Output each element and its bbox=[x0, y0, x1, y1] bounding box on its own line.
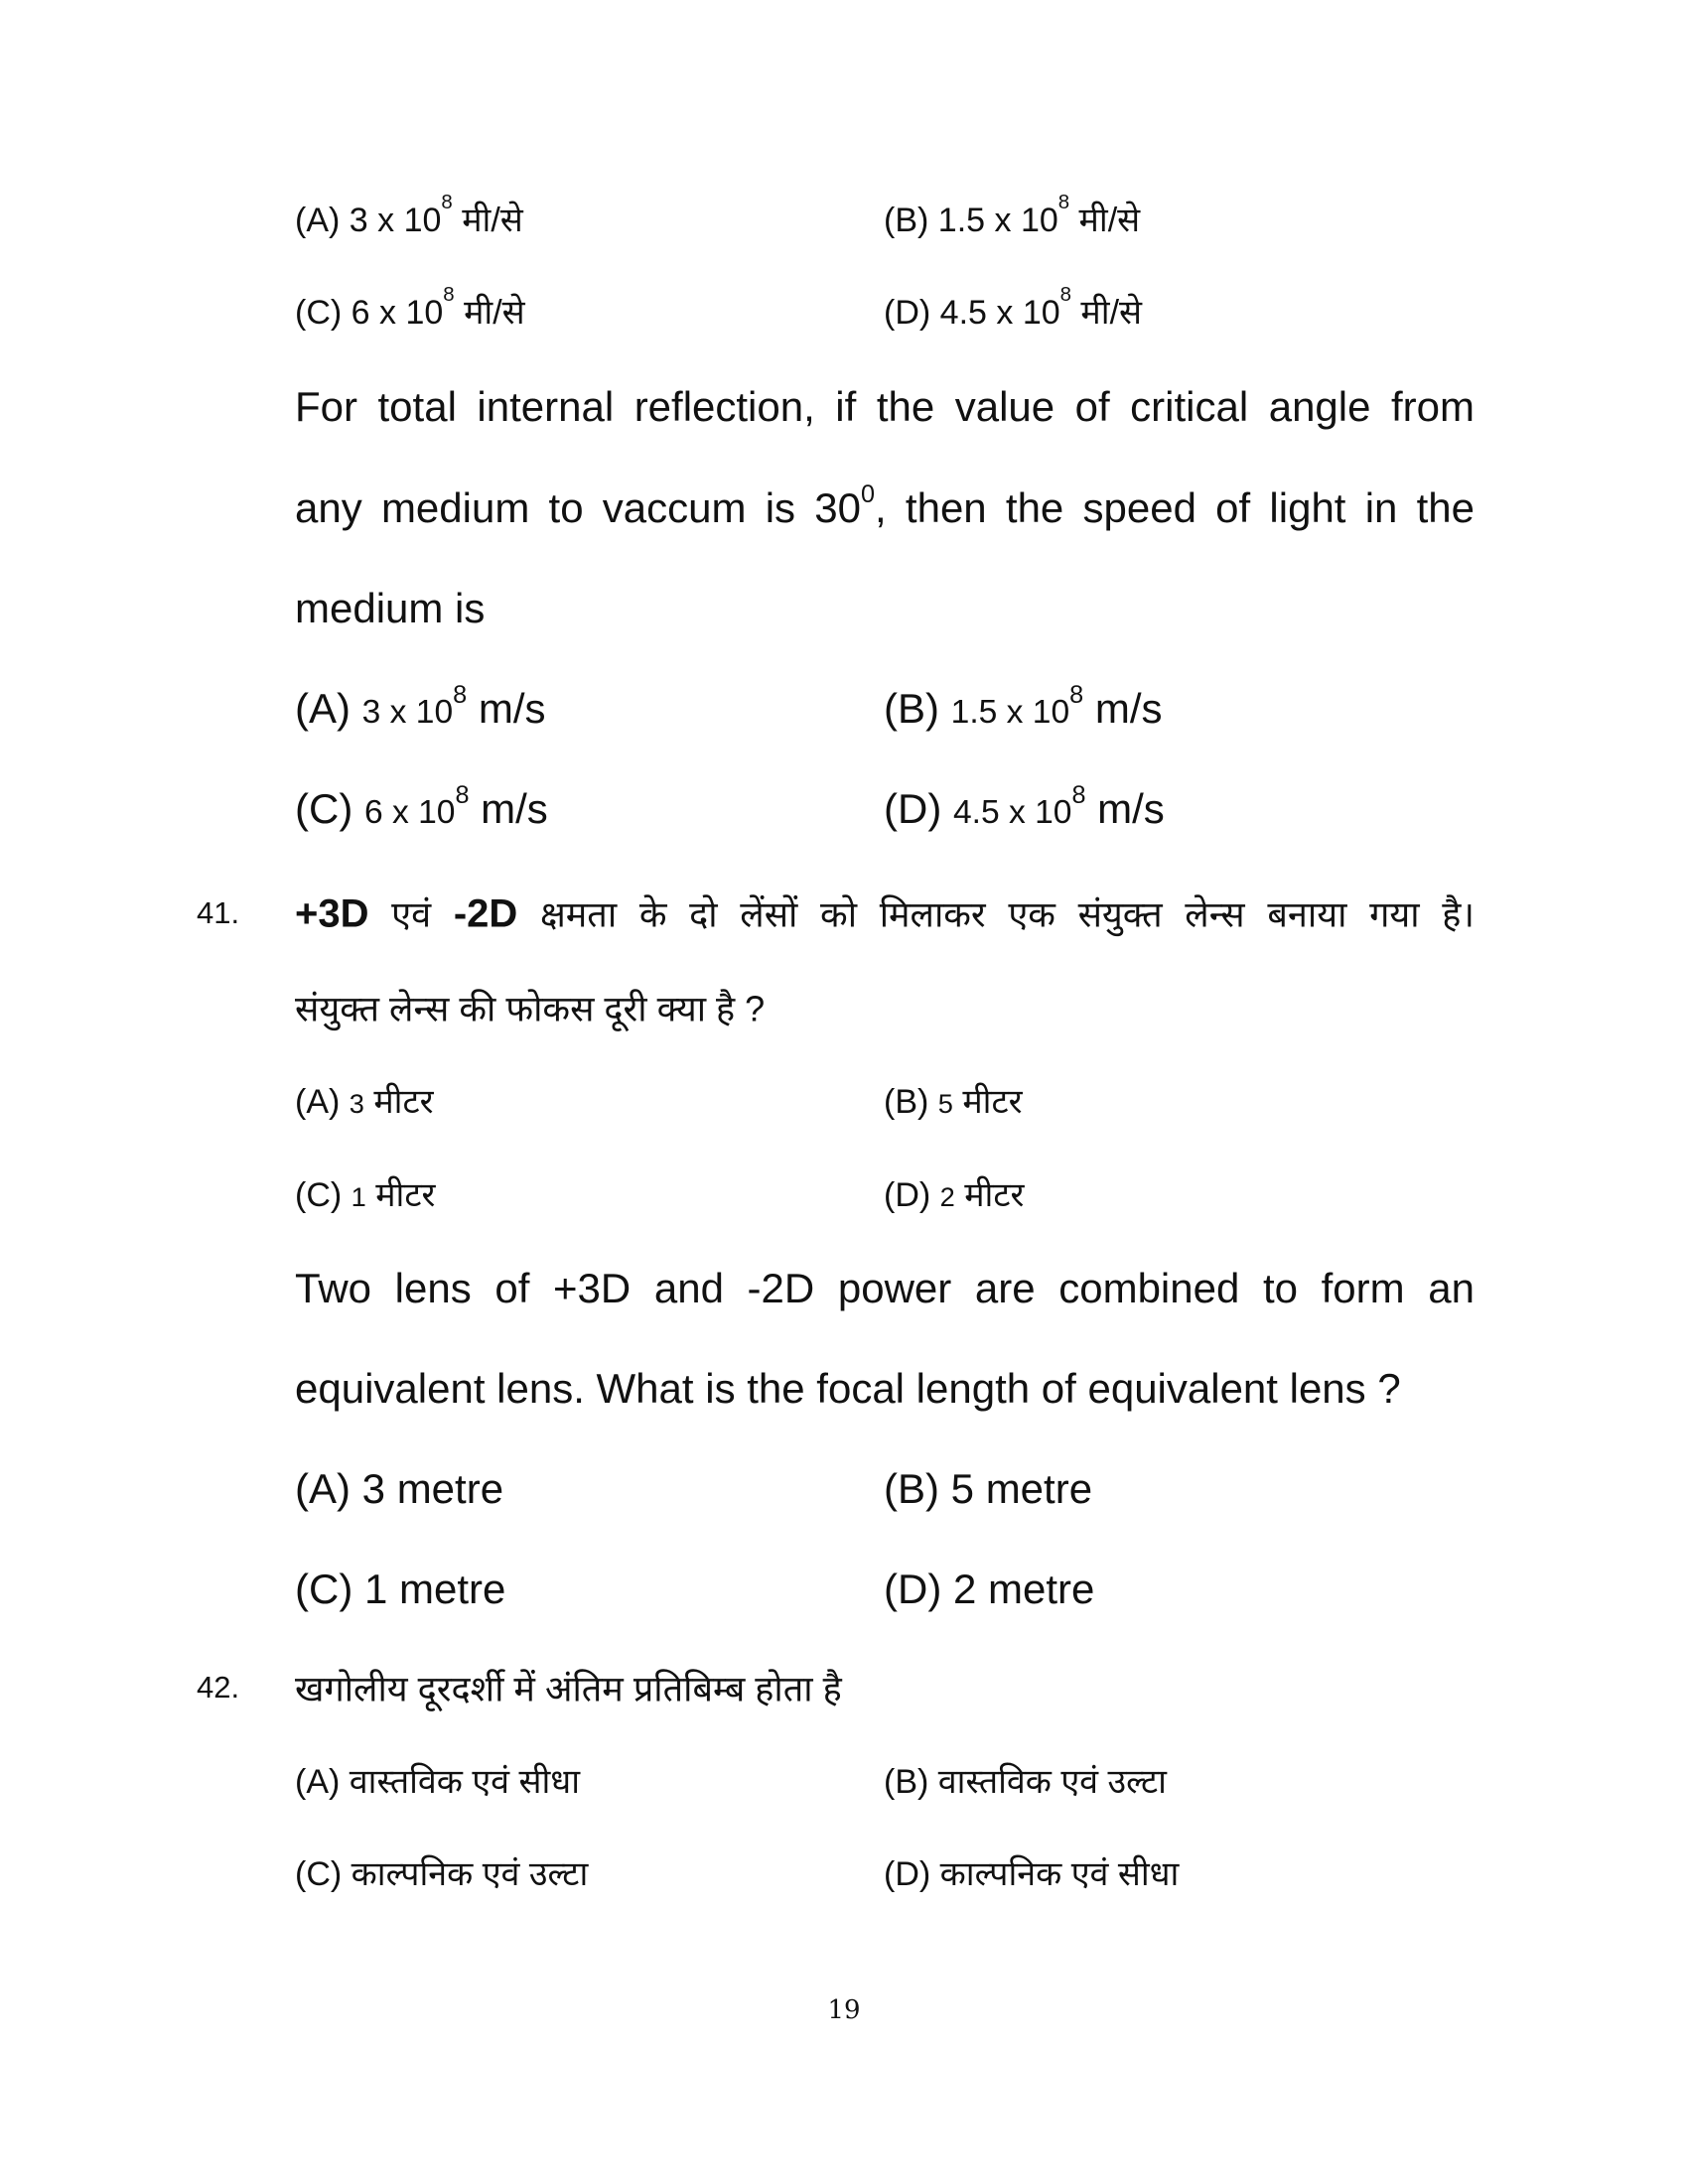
line-text: , then the speed of light in the bbox=[875, 484, 1475, 531]
exponent: 8 bbox=[443, 284, 455, 306]
option-value: 3 bbox=[349, 1088, 364, 1119]
degree-superscript: 0 bbox=[861, 480, 876, 508]
q40-english-line-3: medium is bbox=[295, 585, 486, 631]
option-unit: मीटर bbox=[363, 1083, 434, 1121]
option-value: 1 metre bbox=[352, 1566, 506, 1612]
q41-english-option-c bbox=[295, 1566, 505, 1613]
option-value: 2 bbox=[939, 1181, 955, 1212]
option-label: (C) bbox=[295, 785, 353, 832]
option-value: 1.5 x 10 bbox=[950, 694, 1070, 731]
q41-english-option-d bbox=[884, 1566, 1094, 1613]
question-number-42: 42. bbox=[197, 1670, 240, 1705]
option-unit: m/s bbox=[469, 785, 548, 832]
option-label: (D) bbox=[884, 1566, 942, 1612]
q41-english-option-a bbox=[295, 1465, 503, 1513]
q42-hindi-question: खगोलीय दूरदर्शी में अंतिम प्रतिबिम्ब होता है bbox=[295, 1668, 842, 1709]
q42-hindi-option-b bbox=[884, 1757, 1167, 1803]
q41-english-line-1: Two lens of +3D and -2D power are combined to form an bbox=[295, 1265, 1475, 1311]
q40-hindi-option-b bbox=[884, 192, 1141, 241]
exponent: 8 bbox=[455, 781, 470, 809]
q40-english-option-a bbox=[295, 681, 546, 733]
exponent: 8 bbox=[1069, 681, 1084, 709]
q40-hindi-option-c bbox=[295, 284, 525, 334]
option-unit: मीटर bbox=[365, 1176, 436, 1214]
option-value: 3 metre bbox=[351, 1465, 504, 1512]
q41-english-line-2: equivalent lens. What is the focal length of equivalent lens ? bbox=[295, 1365, 1401, 1412]
exponent: 8 bbox=[453, 681, 468, 709]
exponent: 8 bbox=[441, 192, 453, 213]
q40-english-option-b bbox=[884, 681, 1163, 733]
option-label: (A) bbox=[295, 202, 341, 239]
option-unit: मीटर bbox=[952, 1083, 1023, 1121]
option-label: (D) bbox=[884, 785, 942, 832]
q40-english-line-2 bbox=[295, 480, 1475, 532]
option-label: (B) bbox=[884, 202, 929, 239]
q42-hindi-option-d bbox=[884, 1849, 1179, 1895]
option-value: 6 x 10 bbox=[351, 294, 444, 332]
option-value: 5 bbox=[937, 1088, 953, 1119]
line-text: any medium to vaccum is 30 bbox=[295, 484, 862, 531]
q40-english-option-d bbox=[884, 781, 1165, 833]
option-value: 6 x 10 bbox=[363, 794, 456, 831]
option-value: 1.5 x 10 bbox=[937, 202, 1058, 239]
option-value: काल्पनिक एवं उल्टा bbox=[342, 1855, 589, 1893]
exponent: 8 bbox=[1057, 192, 1070, 213]
option-label: (D) bbox=[884, 1855, 931, 1893]
q40-english-option-c bbox=[295, 781, 548, 833]
option-label: (B) bbox=[884, 685, 939, 732]
q41-hindi-line-2: संयुक्त लेन्स की फोकस दूरी क्या है ? bbox=[295, 988, 766, 1029]
power-value: -2D bbox=[453, 891, 518, 936]
option-value: 5 metre bbox=[939, 1465, 1093, 1512]
option-value: 2 metre bbox=[941, 1566, 1095, 1612]
option-value: 3 x 10 bbox=[361, 694, 454, 731]
option-label: (B) bbox=[884, 1083, 929, 1121]
option-unit: m/s bbox=[1083, 685, 1163, 732]
option-label: (A) bbox=[295, 1465, 351, 1512]
option-unit: m/s bbox=[1085, 785, 1165, 832]
question-number-41: 41. bbox=[197, 895, 240, 930]
option-value: 3 x 10 bbox=[349, 202, 442, 239]
q42-hindi-option-a bbox=[295, 1757, 580, 1803]
q41-english-option-b bbox=[884, 1465, 1092, 1513]
option-label: (C) bbox=[295, 1855, 343, 1893]
q40-hindi-option-a bbox=[295, 192, 523, 241]
q40-english-line-1: For total internal reflection, if the value of critical angle from bbox=[295, 383, 1475, 430]
page-number: 19 bbox=[827, 1995, 861, 2025]
option-unit: मीटर bbox=[954, 1176, 1025, 1214]
q42-hindi-option-c bbox=[295, 1849, 588, 1895]
option-value: काल्पनिक एवं सीधा bbox=[930, 1855, 1180, 1893]
option-unit: मी/से bbox=[1069, 202, 1141, 239]
q41-hindi-option-a bbox=[295, 1077, 434, 1123]
option-label: (A) bbox=[295, 1763, 341, 1801]
option-label: (A) bbox=[295, 685, 351, 732]
option-unit: मी/से bbox=[454, 294, 525, 332]
q40-hindi-option-d bbox=[884, 284, 1142, 334]
option-label: (C) bbox=[295, 1566, 353, 1612]
line-text: क्षमता के दो लेंसों को मिलाकर एक संयुक्त लेन्स बनाया गया है। bbox=[517, 893, 1476, 935]
option-unit: m/s bbox=[467, 685, 546, 732]
option-label: (A) bbox=[295, 1083, 341, 1121]
power-value: +3D bbox=[295, 891, 369, 936]
option-value: 4.5 x 10 bbox=[952, 794, 1072, 831]
option-value: वास्तविक एवं उल्टा bbox=[928, 1763, 1167, 1801]
option-value: 1 bbox=[351, 1181, 366, 1212]
exponent: 8 bbox=[1071, 781, 1086, 809]
exponent: 8 bbox=[1059, 284, 1071, 306]
q41-hindi-option-c bbox=[295, 1170, 435, 1216]
option-label: (B) bbox=[884, 1763, 929, 1801]
option-label: (C) bbox=[295, 294, 343, 332]
option-label: (D) bbox=[884, 294, 931, 332]
option-unit: मी/से bbox=[452, 202, 523, 239]
q41-hindi-option-d bbox=[884, 1170, 1024, 1216]
q41-hindi-line-1 bbox=[295, 889, 1475, 938]
option-value: वास्तविक एवं सीधा bbox=[340, 1763, 581, 1801]
option-label: (D) bbox=[884, 1176, 931, 1214]
option-label: (C) bbox=[295, 1176, 343, 1214]
option-unit: मी/से bbox=[1070, 294, 1142, 332]
line-text: एवं bbox=[368, 893, 454, 935]
option-value: 4.5 x 10 bbox=[939, 294, 1060, 332]
option-label: (B) bbox=[884, 1465, 939, 1512]
q41-hindi-option-b bbox=[884, 1077, 1023, 1123]
